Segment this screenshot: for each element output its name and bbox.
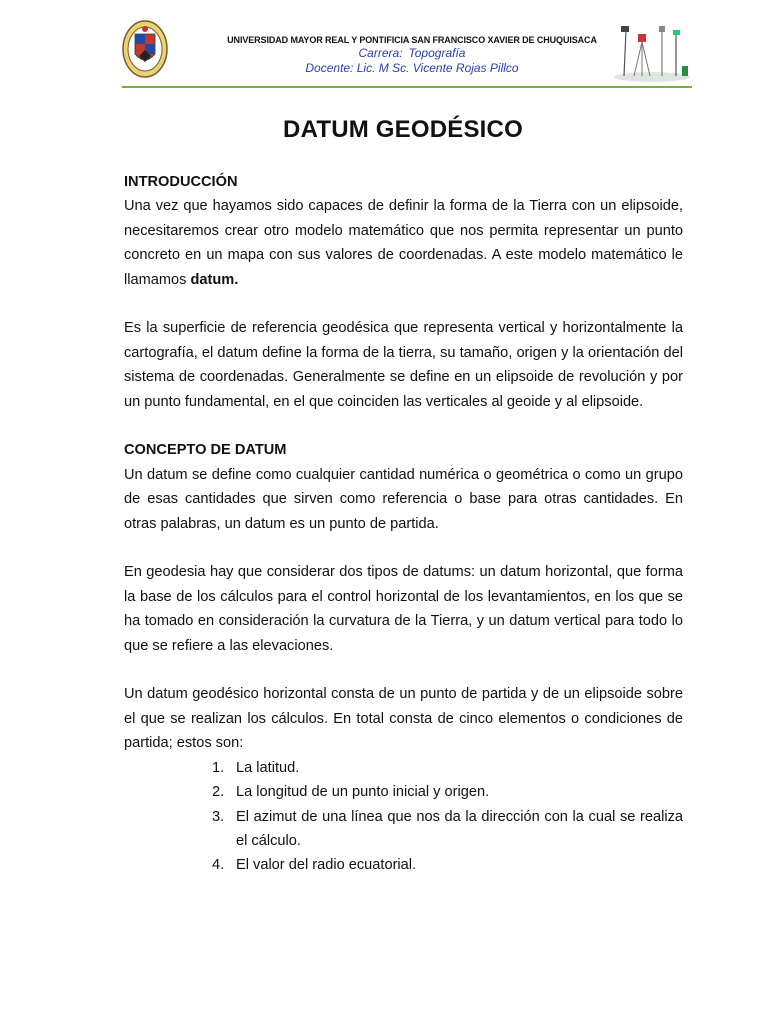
concept-paragraph-1: Un datum se define como cualquier cantidad numérica o geométrica o como un grupo de esas cantidades que sirven como referencia o base para otras cantidades. En otras palabras, un datum es un punto de partida. (124, 466, 683, 532)
intro-paragraph-1-text: Una vez que hayamos sido capaces de definir la forma de la Tierra con un elipsoide, necesitaremos crear otro modelo matemático que nos permita representar un punto concreto en un mapa con sus valores de coordenadas. A este modelo matemático le llamamos (124, 198, 683, 288)
intro-paragraph-1 (124, 194, 683, 292)
section-heading-introduccion: INTRODUCCIÓN (124, 174, 238, 190)
list-item (124, 805, 683, 854)
list-item-number: 2. (212, 784, 225, 801)
list-item-number: 1. (212, 759, 225, 776)
university-name: UNIVERSIDAD MAYOR REAL Y PONTIFICIA SAN FRANCISCO XAVIER DE CHUQUISACA (227, 35, 597, 45)
list-item-text: El azimut de una línea que nos da la dirección con la cual se realiza el cálculo. (236, 808, 683, 849)
career-value: Topografía (408, 46, 466, 60)
list-item (124, 756, 683, 780)
concept-paragraph-2: En geodesia hay que considerar dos tipos de datums: un datum horizontal, que forma la base de los cálculos para el control horizontal de los levantamientos, en los que se ha tomado en consideración la curvatura de la Tierra, y un datum vertical para todo lo que se refiere a las elevaciones. (124, 564, 683, 654)
header-text (182, 34, 642, 76)
datum-elements-list (124, 756, 683, 878)
career-line (182, 46, 642, 61)
header-divider (122, 86, 692, 88)
career-label: Carrera: (358, 46, 403, 60)
page-header (122, 14, 692, 88)
list-item (124, 853, 683, 877)
teacher-line: Docente: Lic. M Sc. Vicente Rojas Pillco (305, 61, 519, 75)
concept-paragraph-3: Un datum geodésico horizontal consta de un punto de partida y de un elipsoide sobre el que se realizan los cálculos. En total consta de cinco elementos o condiciones de partida; estos son: (124, 686, 683, 752)
section-heading-concepto: CONCEPTO DE DATUM (124, 442, 287, 459)
spacer (124, 536, 683, 560)
list-item-text: El valor del radio ecuatorial. (236, 857, 417, 874)
spacer (124, 414, 683, 438)
list-item-text: La latitud. (236, 759, 300, 776)
list-item-text: La longitud de un punto inicial y origen. (236, 784, 490, 801)
university-seal-icon (122, 20, 168, 78)
spacer (124, 658, 683, 682)
spacer (124, 292, 683, 316)
list-item (124, 780, 683, 804)
datum-bold-term: datum. (190, 271, 239, 288)
list-item-number: 3. (212, 808, 225, 825)
intro-paragraph-2: Es la superficie de referencia geodésica que representa vertical y horizontalmente la cartografía, el datum define la forma de la tierra, su tamaño, origen y la orientación del sistema de coordenadas. Generalmente se define en un elipsoide de revolución y por un punto fundamental, en el que coinciden las verticales al geoide y al elipsoide. (124, 320, 683, 410)
document-title: DATUM GEODÉSICO (283, 116, 523, 143)
list-item-number: 4. (212, 857, 225, 874)
document-body (124, 170, 683, 878)
surveying-instruments-icon (612, 22, 692, 82)
